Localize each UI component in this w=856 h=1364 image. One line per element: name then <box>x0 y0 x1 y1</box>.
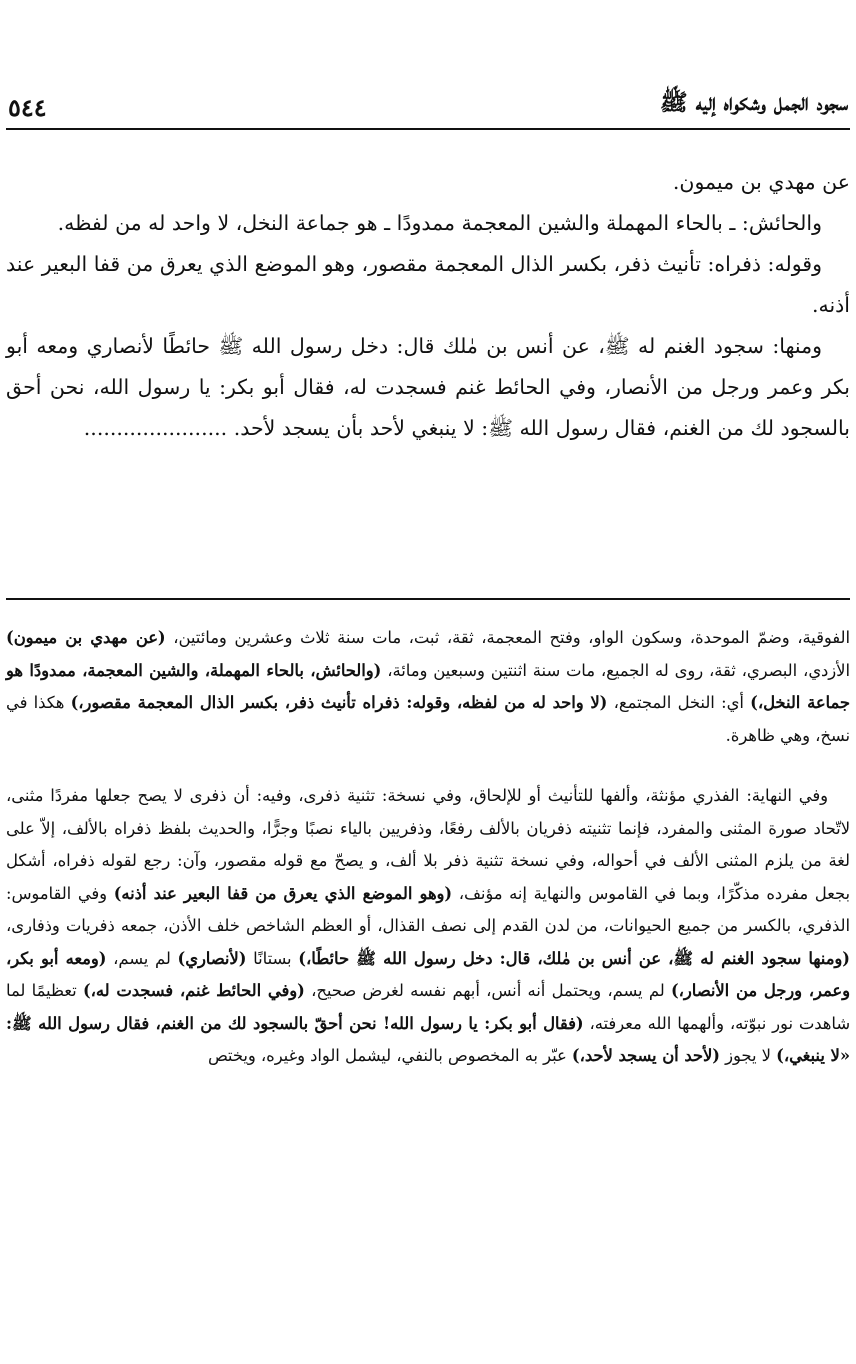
main-paragraph <box>6 326 850 449</box>
main-paragraph-text: ومنها: سجود الغنم له ﷺ، عن أنس بن مٰلك قال: دخل رسول الله ﷺ حائطًا لأنصاري ومعه أبو بكر وعمر ورجل من الأنصار، وفي الحائط غنم فسجدت له، فقال أبو بكر: يا رسول الله، نحن أحق بالسجود لك من الغنم، فقال رسول الله ﷺ: لا ينبغي لأحد بأن يسجد لأحد. <box>6 334 850 440</box>
commentary-text: عبّر به المخصوص بالنفي، ليشمل الواد وغيره، ويختص <box>207 1046 572 1065</box>
commentary-text: وفي النهاية: الفذري مؤنثة، وألفها للتأنيث أو للإلحاق، وفي نسخة: تثنية ذفرى، وفيه: أن ذفرى لا يصح جعلها مفردًا مثنى، لاتّحاد صورة المثنى والمفرد، فإنما تثنيته ذفريان بالألف رفعًا، وذفريين بالياء نصبًا وجرًّا، والحديث بلفظ ذفراه بالألف، إلاّ على لغة من يلزم المثنى الألف في أحواله، وفي نسخة تثنية ذفر بلا ألف، و يصحّ مع قوله مقصور، وآن: رجع لقوله ذفراه، أشكل بجعل مفرده مذكّرًا، وبما في القاموس والنهاية إنه مؤنف، <box>6 786 850 903</box>
main-text <box>6 162 850 449</box>
footnote-separator <box>6 598 850 600</box>
commentary-paragraph <box>6 780 850 1073</box>
commentary-text: بستانًا <box>246 948 299 968</box>
page-number: ٥٤٤ <box>8 93 47 122</box>
header-rule <box>6 128 850 130</box>
commentary-quote: (لأنصاري) <box>177 948 247 968</box>
commentary-quote: (وهو الموضع الذي يعرق من قفا البعير عند أذنه) <box>113 883 453 903</box>
commentary-quote: (وفي الحائط غنم، فسجدت له،) <box>82 981 305 1000</box>
commentary-text: أي: النخل المجتمع، <box>607 693 751 712</box>
main-paragraph: والحائش: ـ بالحاء المهملة والشين المعجمة ممدودًا ـ هو جماعة النخل، لا واحد له من لفظه. <box>57 211 822 235</box>
commentary <box>6 622 850 1073</box>
commentary-quote: (فقال أبو بكر: يا رسول الله! نحن أحقّ بالسجود لك من الغنم، فقال رسول الله ﷺ: «لا ينبغي،) <box>6 1013 850 1065</box>
commentary-quote: (ومنها سجود الغنم له ﷺ، عن أنس بن مٰلك، قال: دخل رسول الله ﷺ حائطًا،) <box>298 948 851 968</box>
commentary-quote: (لا واحد له من لفظه، وقوله: ذفراه تأنيث ذفر، بكسر الذال المعجمة مقصور،) <box>70 693 608 712</box>
commentary-text: الفوقية، وضمّ الموحدة، وسكون الواو، وفتح المعجمة، ثقة، ثبت، مات سنة ثلاث وعشرين ومائتين، <box>165 628 850 647</box>
commentary-text: وفي القاموس: الذفري، بالكسر من جميع الحيوانات، من لدن القدم إلى نصف القذال، أو العظم الشاخص خلف الأذن، جمعه ذفريات وذفارى، <box>6 883 850 935</box>
commentary-text: تعظيمًا لما شاهدت نور نبوّته، وألهمها الله معرفته، <box>6 981 850 1033</box>
commentary-text: هكذا في نسخ، وهي ظاهرة. <box>6 693 850 745</box>
commentary-text: الأزدي، البصري، ثقة، روى له الجميع، مات سنة اثنتين وسبعين ومائة، <box>381 660 850 680</box>
commentary-quote: (والحائش، بالحاء المهملة، والشين المعجمة، ممدودًا هو جماعة النخل،) <box>6 660 850 712</box>
main-paragraph: عن مهدي بن ميمون. <box>672 170 850 194</box>
commentary-text: لا يجوز <box>719 1046 777 1065</box>
commentary-quote: (لأحد أن يسجد لأحد،) <box>571 1046 720 1065</box>
commentary-quote: (ومعه أبو بكر، وعمر، ورجل من الأنصار،) <box>6 948 851 1000</box>
commentary-text: لم يسم، <box>106 948 178 968</box>
dotted-leader: ...................... <box>83 416 228 440</box>
commentary-paragraph <box>6 622 850 752</box>
main-paragraph: وقوله: ذفراه: تأنيث ذفر، بكسر الذال المعجمة مقصور، وهو الموضع الذي يعرق من قفا البعير عند أذنه. <box>6 252 850 317</box>
chapter-title: سجود الجمل وشكواه إليه ﷺ <box>659 89 848 116</box>
commentary-quote: (عن مهدي بن ميمون) <box>6 628 166 647</box>
running-header <box>8 82 848 122</box>
commentary-text: لم يسم، ويحتمل أنه أنس، أبهم نفسه لغرض صحيح، <box>304 981 671 1000</box>
